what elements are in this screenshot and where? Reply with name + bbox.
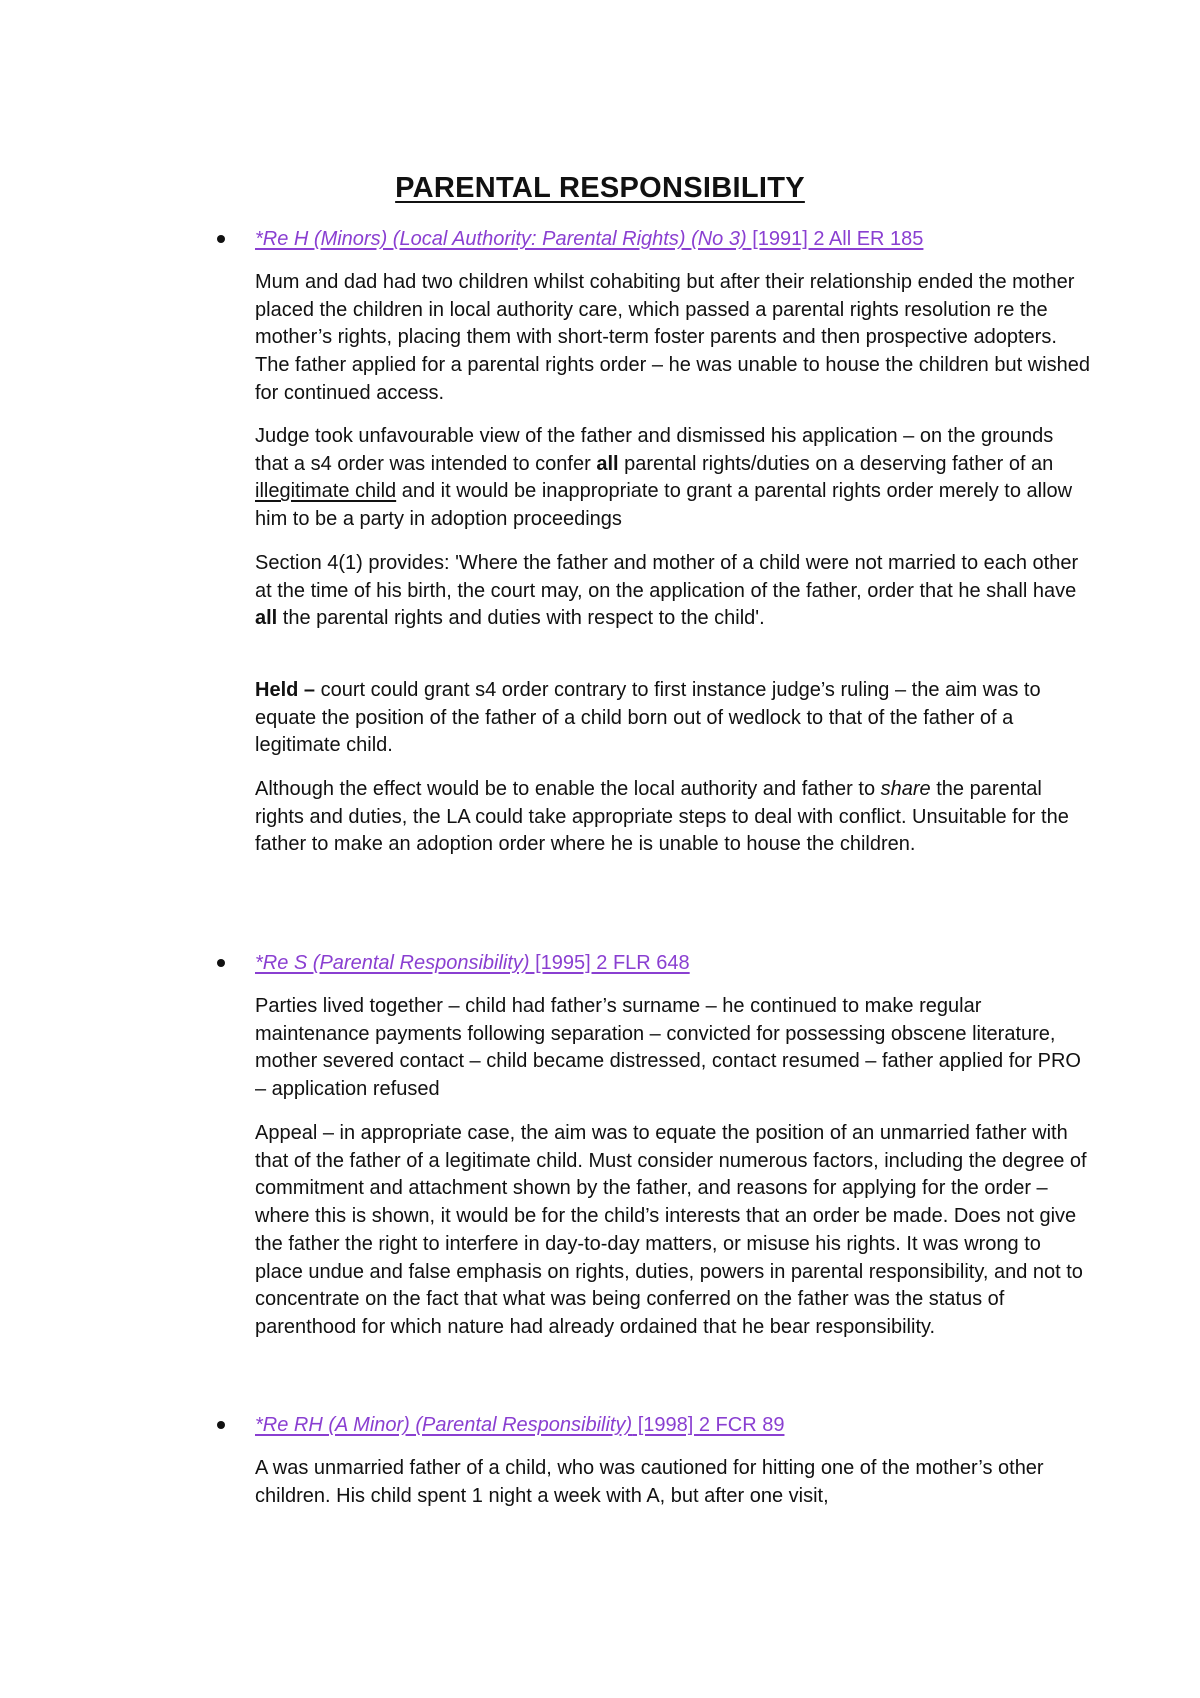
effect-text-b: the parental rights and duties, the LA could take appropriate steps to deal with conflict. Unsuitable for the father to make an adoption order where he is unable to house the children. (255, 778, 1069, 856)
case-name: *Re RH (A Minor) (Parental Responsibility) (255, 1414, 633, 1436)
appeal-text: Appeal – in appropriate case, the aim was to equate the position of an unmarried father with that of the father of a legitimate child. Must consider numerous factors, including the degree of commitment and attachment shown by the father, and reasons for applying for the order – where this is shown, it would be for the child’s interests that an order be made. Does not give the father the right to interfere in day-to-day matters, or misuse his rights. It was wrong to place undue and false emphasis on rights, duties, powers in parental responsibility, and not to concentrate on the fact that what was being conferred on the father was the status of parenthood for which nature had already ordained that he bear responsibility. (255, 1122, 1087, 1338)
section-text-b: the parental rights and duties with respect to the child'. (277, 607, 765, 630)
case-link-re-h[interactable] (255, 225, 923, 253)
judge-text-a: Judge took unfavourable view of the father and dismissed his application – on the grounds that a s4 order was intended to confer (255, 425, 1054, 475)
section-paragraph (255, 550, 1091, 633)
facts-paragraph (255, 993, 1091, 1104)
case-link-re-rh[interactable] (255, 1411, 784, 1439)
case-name: *Re S (Parental Responsibility) (255, 952, 530, 974)
facts-text: Mum and dad had two children whilst cohabiting but after their relationship ended the mother placed the children in local authority care, which passed a parental rights resolution re the mother’s rights, placing them with short-term foster parents and then prospective adopters. The father applied for a parental rights order – he was unable to house the children but wished for continued access. (255, 271, 1090, 404)
effect-paragraph (255, 776, 1091, 859)
case-name: *Re H (Minors) (Local Authority: Parental Rights) (No 3) (255, 228, 747, 250)
bullet-icon (217, 235, 225, 243)
judge-paragraph (255, 423, 1091, 534)
held-paragraph (255, 677, 1091, 760)
facts-paragraph (255, 1455, 1091, 1510)
section-bold-all: all (255, 607, 278, 630)
facts-text: A was unmarried father of a child, who was cautioned for hitting one of the mother’s other children. His child spent 1 night a week with A, but after one visit, (255, 1457, 1044, 1507)
page-title: PARENTAL RESPONSIBILITY (395, 172, 805, 204)
judge-underlined-term: illegitimate child (255, 480, 397, 503)
case-citation: [1991] 2 All ER 185 (746, 228, 924, 250)
effect-italic-share: share (880, 778, 931, 800)
appeal-paragraph (255, 1120, 1091, 1342)
judge-text-c: and it would be inappropriate to grant a parental rights order merely to allow him to be a party in adoption proceedings (255, 480, 1073, 531)
case-link-re-s[interactable] (255, 949, 690, 977)
section-text-a: Section 4(1) provides: 'Where the father and mother of a child were not married to each other at the time of his birth, the court may, on the application of the father, order that he shall have (255, 552, 1079, 602)
facts-text: Parties lived together – child had father’s surname – he continued to make regular maintenance payments following separation – convicted for possessing obscene literature, mother severed contact – child became distressed, contact resumed – father applied for PRO – application refused (255, 995, 1081, 1101)
judge-text-b: parental rights/duties on a deserving father of an (618, 452, 1054, 475)
bullet-icon (217, 1421, 225, 1429)
bullet-icon (217, 959, 225, 967)
facts-paragraph (255, 269, 1091, 408)
effect-text-a: Although the effect would be to enable the local authority and father to (255, 778, 881, 800)
held-label: Held – (255, 679, 316, 701)
judge-bold-all: all (596, 452, 619, 475)
case-citation: [1998] 2 FCR 89 (632, 1414, 785, 1436)
case-citation: [1995] 2 FLR 648 (529, 952, 690, 974)
held-text: court could grant s4 order contrary to first instance judge’s ruling – the aim was to equate the position of the father of a child born out of wedlock to that of the father of a legitimate child. (255, 679, 1041, 757)
